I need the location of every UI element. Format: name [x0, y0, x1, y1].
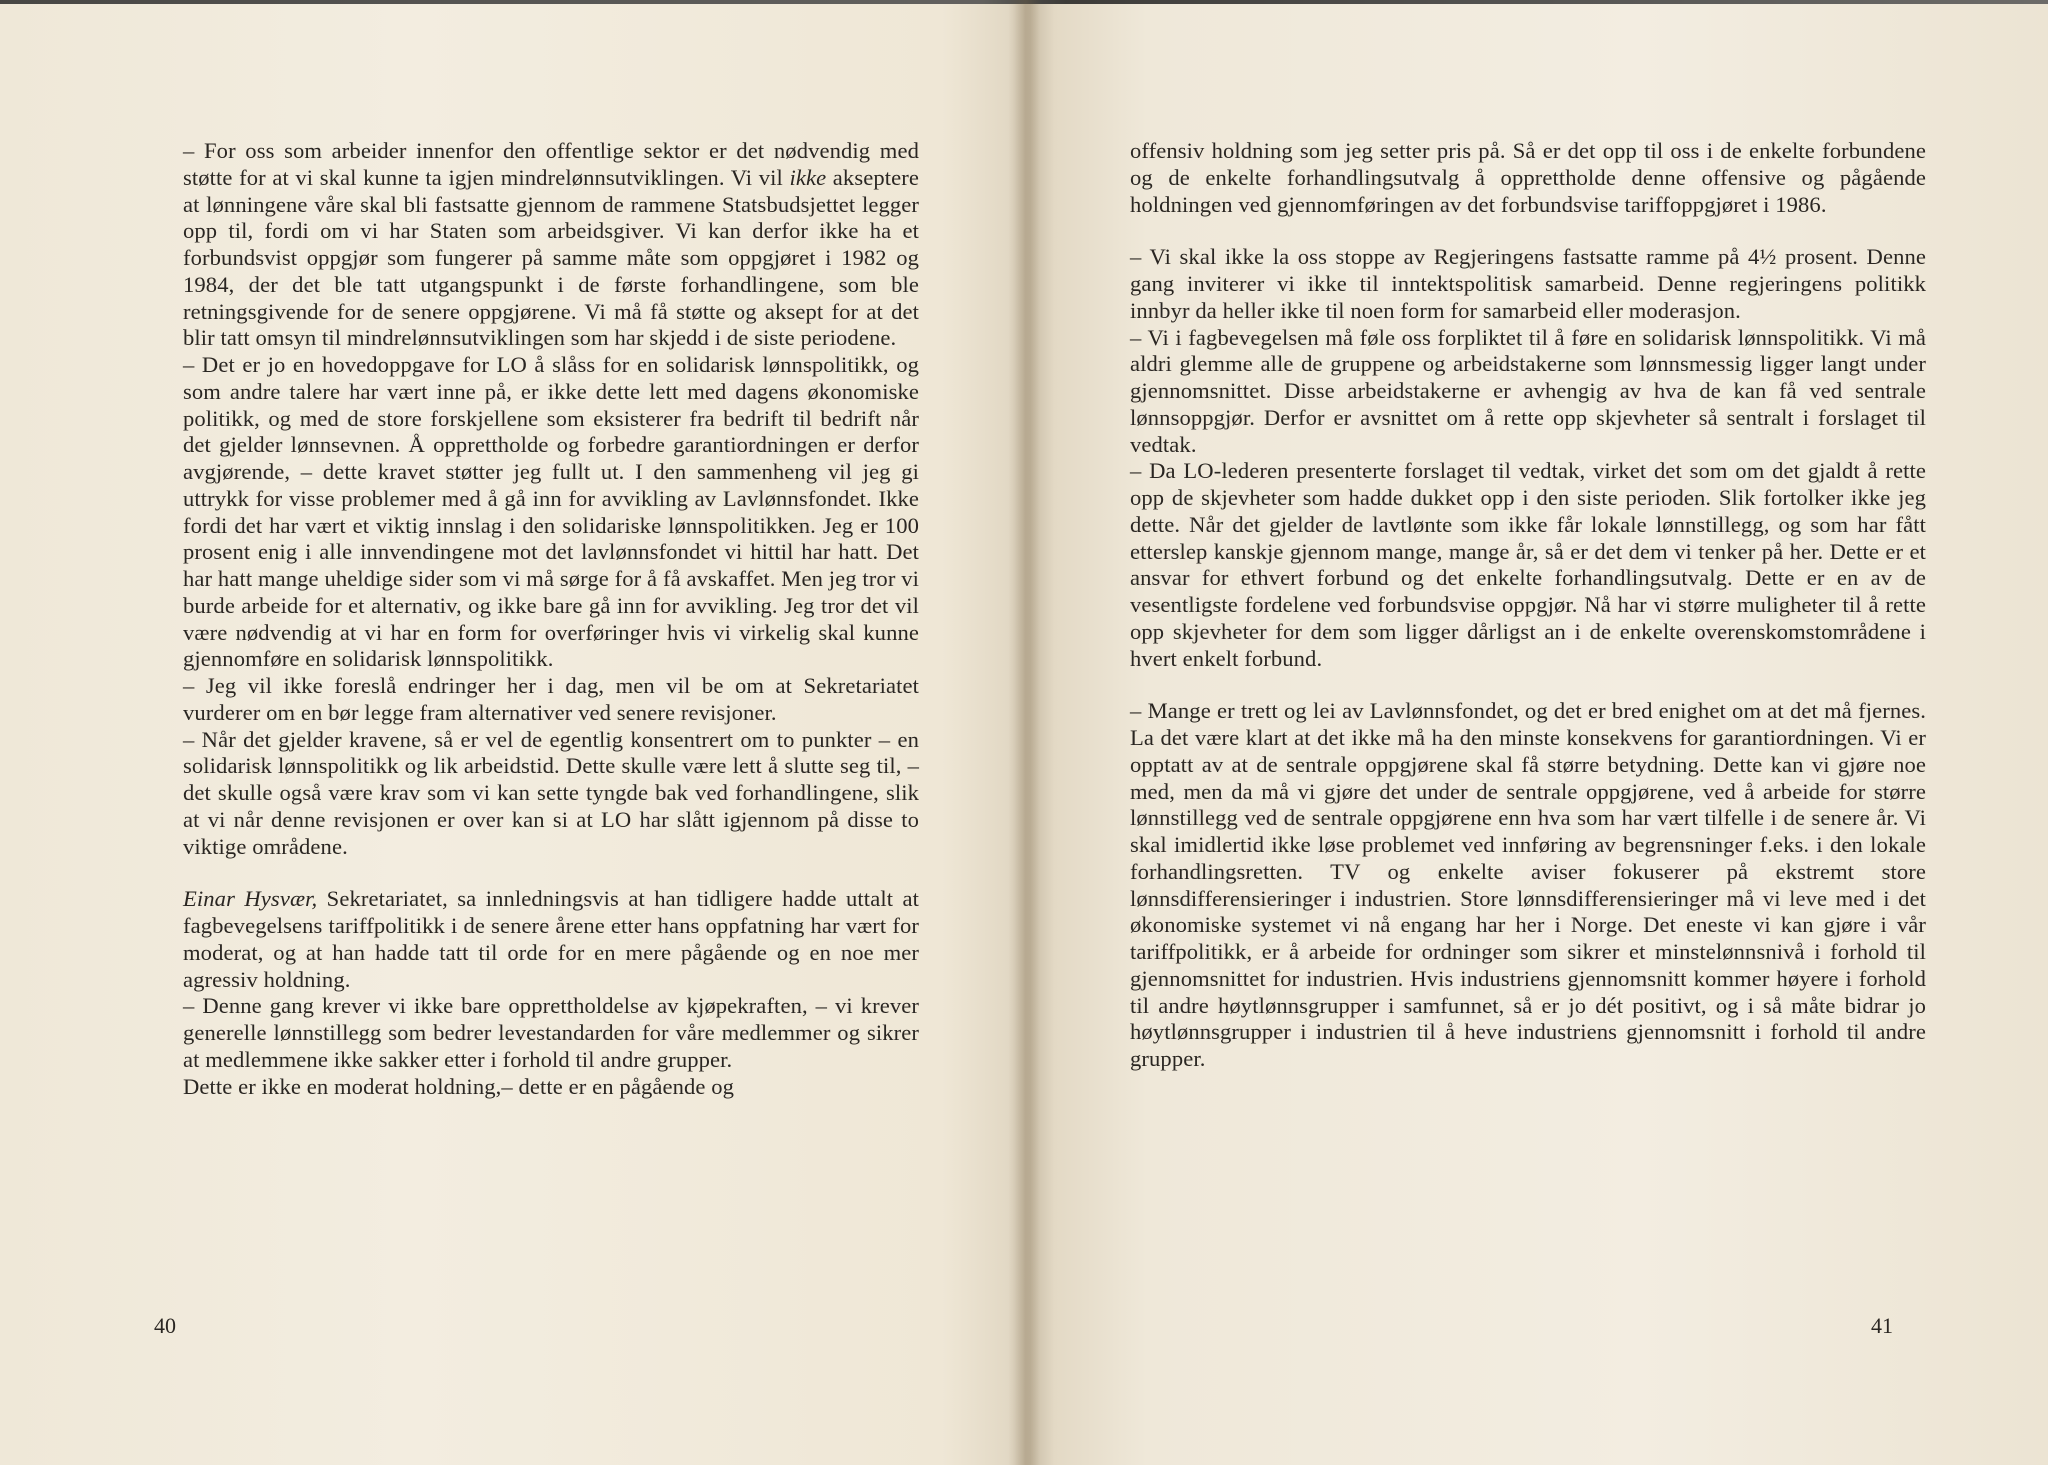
page-number: 40 — [154, 1313, 176, 1338]
paragraph-gap — [1130, 218, 1926, 244]
paragraph: Dette er ikke en moderat holdning,– dette er en pågående og — [183, 1073, 735, 1099]
paragraph — [183, 138, 919, 352]
left-page-text — [183, 138, 919, 1100]
page-number: 41 — [1871, 1313, 1893, 1338]
paragraph: – Det er jo en hovedoppgave for LO å slåss for en solidarisk lønnspolitikk, og som andre talere har vært inne på, er ikke dette lett med dagens økonomiske politikk, og med de store forskjellene som eksisterer fra bedrift til bedrift når det gjelder lønnsevnen. Å opprettholde og forbedre garantiordningen er derfor avgjørende, – dette kravet støtter jeg fullt ut. I den sammenheng vil jeg gi uttrykk for visse problemer med å gå inn for avvikling av Lavlønnsfondet. Ikke fordi det har vært et viktig innslag i den solidariske lønnspolitikken. Jeg er 100 prosent enig i alle innvendingene mot det lavlønnsfondet vi hittil har hatt. Det har hatt mange uheldige sider som vi må sørge for å få avskaffet. Men jeg tror vi burde arbeide for et alternativ, og ikke bare gå inn for avvikling. Jeg tror det vil være nødvendig at vi har en form for overføringer hvis vi virkelig skal kunne gjennomføre en solidarisk lønnspolitikk. — [183, 352, 919, 672]
paragraph: – Mange er trett og lei av Lavlønnsfondet, og det er bred enighet om at det må fjernes. La det være klart at det ikke må ha den minste konsekvens for garantiordningen. Vi er opptatt av at de sentrale oppgjørene skal få større betydning. Dette kan vi gjøre noe med, men da må vi gjøre det under de sentrale oppgjørene, ved å arbeide for større lønnstillegg ved de sentrale oppgjørene enn hva som har vært tilfelle i de senere år. Vi skal imidlertid ikke løse problemet ved innføring av begrensninger f.eks. i den lokale forhandlingsretten. TV og enkelte aviser fokuserer på ekstremt store lønnsdifferensieringer i industrien. Store lønnsdifferensieringer må vi leve med i det økonomiske systemet vi nå engang har her i Norge. Det eneste vi kan gjøre i vår tariffpolitikk, er å arbeide for ordninger som sikrer et minstelønnsnivå i forhold til gjennomsnittet for industrien. Hvis industriens gjennomsnitt kommer høyere i forhold til andre høytlønnsgrupper i samfunnet, så er jo dét positivt, og i så måte bidrar jo høytlønnsgrupper i industrien til å heve industriens gjennomsnitt i forhold til andre grupper. — [1130, 698, 1926, 1071]
paragraph: – Denne gang krever vi ikke bare opprettholdelse av kjøpekraften, – vi krever generelle lønnstillegg som bedrer levestandarden for våre medlemmer og sikrer at medlemmene ikke sakker etter i forhold til andre grupper. — [183, 993, 919, 1072]
paragraph-text: Sekretariatet, sa innledningsvis at han tidligere hadde uttalt at fagbevegelsens tariffpolitikk i de senere årene etter hans oppfatning har vært for moderat, og at han hadde tatt til orde for en mere pågående og en noe mer agressiv holdning. — [183, 886, 919, 992]
right-page-text — [1130, 138, 1926, 1073]
paragraph-text: akseptere at lønningene våre skal bli fastsatte gjennom de rammene Statsbudsjettet legger opp til, fordi om vi har Staten som arbeidsgiver. Vi kan derfor ikke ha et forbundsvist oppgjør som fungerer på samme måte som oppgjøret i 1982 og 1984, der det ble tatt utgangspunkt i de første forhandlingene, som ble retningsgivende for de senere oppgjørene. Vi må få støtte og aksept for at det blir tatt omsyn til mindrelønnsutviklingen som har skjedd i de siste periodene. — [183, 164, 920, 351]
paragraph: – Når det gjelder kravene, så er vel de egentlig konsentrert om to punkter – en solidarisk lønnspolitikk og lik arbeidstid. Dette skulle være lett å slutte seg til, – det skulle også være krav som vi kan sette tyngde bak ved forhandlingene, slik at vi når denne revisjonen er over kan si at LO har slått igjennom på disse to viktige områdene. — [183, 726, 919, 859]
paragraph: – Vi skal ikke la oss stoppe av Regjeringens fastsatte ramme på 4½ prosent. Denne gang inviterer vi ikke til inntektspolitisk samarbeid. Denne regjeringens politikk innbyr da heller ikke til noen form for samarbeid eller moderasjon. — [1130, 244, 1926, 323]
paragraph: offensiv holdning som jeg setter pris på. Så er det opp til oss i de enkelte forbundene og de enkelte forhandlingsutvalg å opprettholde denne offensive og pågående holdningen ved gjennomføringen av det forbundsvise tariffoppgjøret i 1986. — [1130, 138, 1926, 217]
paragraph: – Vi i fagbevegelsen må føle oss forpliktet til å føre en solidarisk lønnspolitikk. Vi må aldri glemme alle de gruppene og arbeidstakerne som lønnsmessig ligger langt under gjennomsnittet. Disse arbeidstakerne er avhengig av hva de kan få ved sentrale lønnsoppgjør. Derfor er avsnittet om å rette opp skjevheter så sentralt i forslaget til vedtak. — [1130, 324, 1926, 457]
left-page — [0, 0, 1020, 1465]
right-page — [1028, 0, 2048, 1465]
paragraph: – Jeg vil ikke foreslå endringer her i dag, men vil be om at Sekretariatet vurderer om en bør legge fram alternativer ved senere revisjoner. — [183, 673, 919, 725]
speaker-name: Einar Hysvær, — [183, 886, 318, 912]
paragraph: – Da LO-lederen presenterte forslaget til vedtak, virket det som om det gjaldt å rette opp de skjevheter som hadde dukket opp i den siste perioden. Slik fortolker ikke jeg dette. Når det gjelder de lavtlønte som ikke får lokale lønnstillegg, og som har fått etterslep kanskje gjennom mange, mange år, så er det dem vi tenker på her. Dette er et ansvar for ethvert forbund og det enkelte forhandlingsutvalg. Dette er en av de vesentligste fordelene ved forbundsvise oppgjør. Nå har vi større muligheter til å rette opp skjevheter for dem som ligger dårligst an i de enkelte overenskomstområdene i hvert enkelt forbund. — [1130, 458, 1926, 671]
paragraph-gap — [1130, 672, 1926, 698]
paragraph-gap — [183, 860, 919, 886]
emphasis-text: ikke — [789, 164, 827, 190]
speaker-paragraph — [183, 886, 919, 993]
paragraph-text: – For oss som arbeider innenfor den offentlige sektor er det nødvendig med støtte for at vi skal kunne ta igjen mindrelønnsutviklingen. Vi vil — [183, 138, 919, 190]
